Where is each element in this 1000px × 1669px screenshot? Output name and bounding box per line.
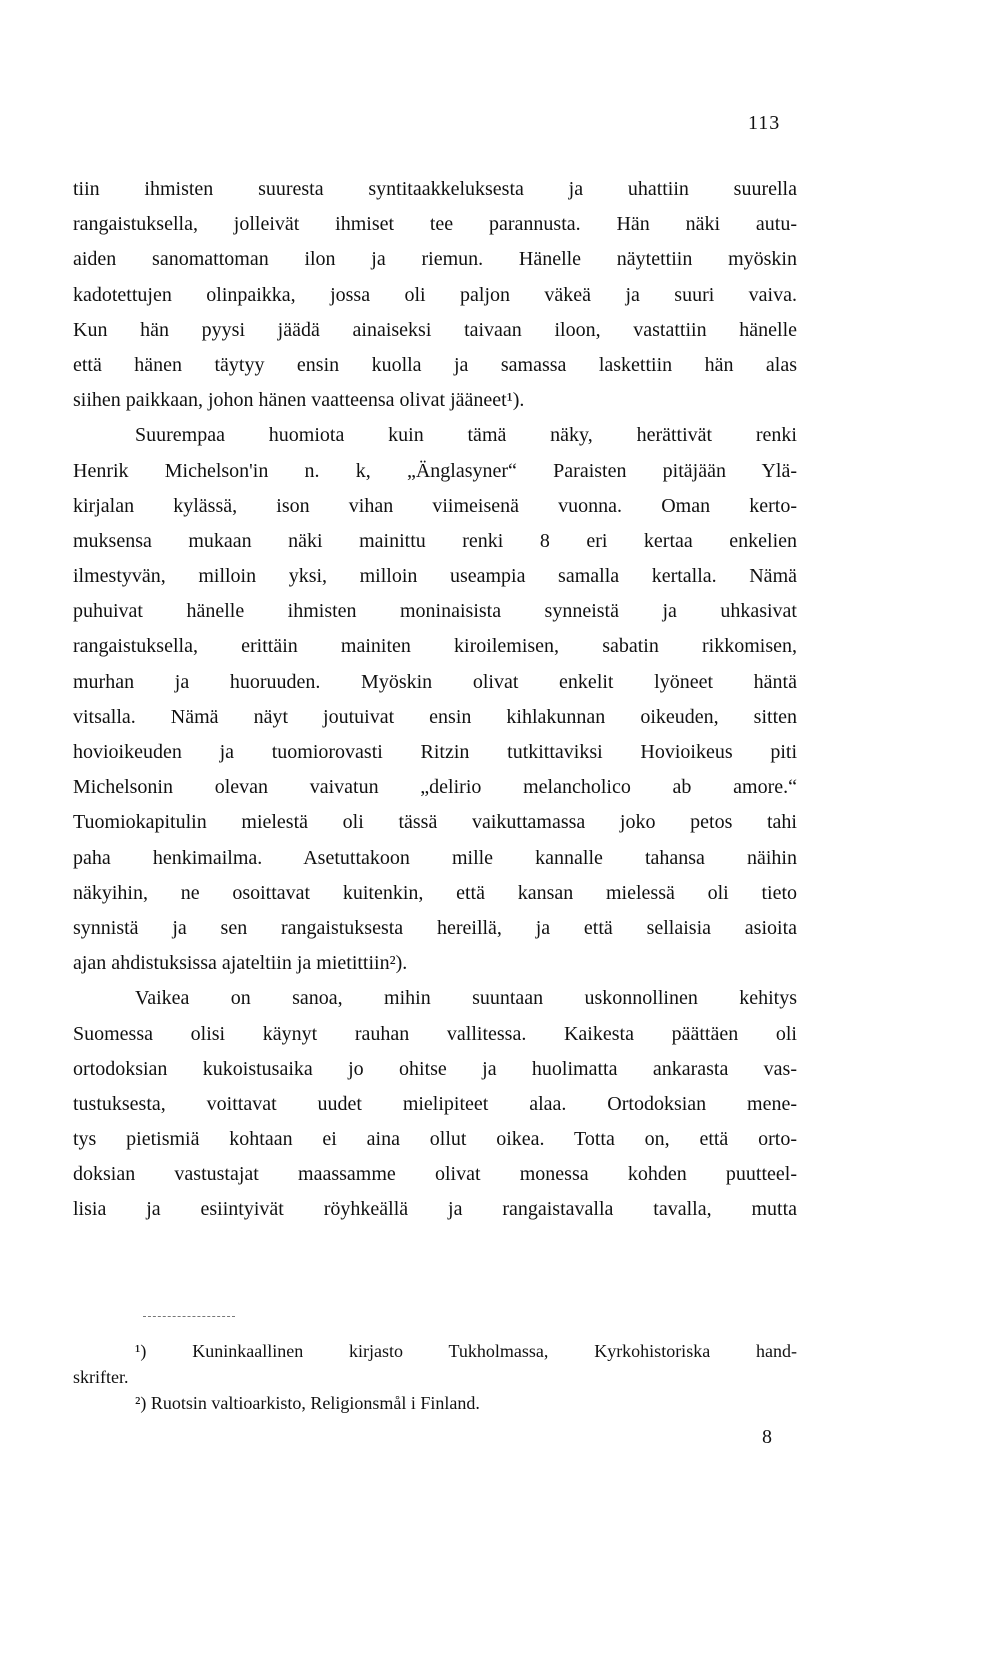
footnote-line: ¹) Kuninkaallinen kirjasto Tukholmassa, Kyrkohistoriska hand- <box>135 1341 797 1361</box>
text-line: aiden sanomattoman ilon ja riemun. Hänelle näytettiin myöskin <box>73 248 797 271</box>
text-line: että hänen täytyy ensin kuolla ja samassa laskettiin hän alas <box>73 353 797 376</box>
text-line: doksian vastustajat maassamme olivat monessa kohden puutteel- <box>73 1163 797 1186</box>
text-line: muksensa mukaan näki mainittu renki 8 eri kertaa enkelien <box>73 529 797 552</box>
text-line: kadotettujen olinpaikka, jossa oli paljon väkeä ja suuri vaiva. <box>73 283 797 306</box>
text-line: Suurempaa huomiota kuin tämä näky, herättivät renki <box>135 424 797 447</box>
footnotes <box>73 1338 797 1416</box>
text-line: synnistä ja sen rangaistuksesta hereillä, ja että sellaisia asioita <box>73 916 797 939</box>
text-line: tustuksesta, voittavat uudet mielipiteet alaa. Ortodoksian mene- <box>73 1092 797 1115</box>
text-line: puhuivat hänelle ihmisten moninaisista synneistä ja uhkasivat <box>73 600 797 623</box>
text-line: ilmestyvän, milloin yksi, milloin useampia samalla kertalla. Nämä <box>73 565 797 588</box>
text-line: näkyihin, ne osoittavat kuitenkin, että kansan mielessä oli tieto <box>73 881 797 904</box>
text-line: hovioikeuden ja tuomiorovasti Ritzin tutkittaviksi Hovioikeus piti <box>73 741 797 763</box>
text-line: murhan ja huoruuden. Myöskin olivat enkelit lyöneet häntä <box>73 670 797 693</box>
text-line: rangaistuksella, erittäin mainiten kiroilemisen, sabatin rikkomisen, <box>73 635 797 658</box>
footnote-divider <box>143 1316 235 1317</box>
text-line: Kun hän pyysi jäädä ainaiseksi taivaan iloon, vastattiin hänelle <box>73 318 797 341</box>
text-line: kirjalan kylässä, ison vihan viimeisenä vuonna. Oman kerto- <box>73 494 797 517</box>
text-line: lisia ja esiintyivät röyhkeällä ja rangaistavalla tavalla, mutta <box>73 1198 797 1221</box>
text-line: Michelsonin olevan vaivatun „delirio melancholico ab amore.“ <box>73 776 797 799</box>
text-line: Vaikea on sanoa, mihin suuntaan uskonnollinen kehitys <box>135 987 797 1010</box>
text-line: vitsalla. Nämä näyt joutuivat ensin kihlakunnan oikeuden, sitten <box>73 705 797 728</box>
text-line: Henrik Michelson'in n. k, „Änglasyner“ Paraisten pitäjään Ylä- <box>73 459 797 482</box>
text-line: tys pietismiä kohtaan ei aina ollut oikea. Totta on, että orto- <box>73 1128 797 1151</box>
body-text <box>73 172 797 1228</box>
footnote-line: ²) Ruotsin valtioarkisto, Religionsmål i Finland. <box>135 1393 480 1413</box>
text-line: paha henkimailma. Asetuttakoon mille kannalle tahansa näihin <box>73 846 797 869</box>
text-line: Suomessa olisi käynyt rauhan vallitessa. Kaikesta päättäen oli <box>73 1022 797 1045</box>
page-number: 113 <box>748 112 781 134</box>
text-line: tiin ihmisten suuresta syntitaakkeluksesta ja uhattiin suurella <box>73 178 797 200</box>
text-line: rangaistuksella, jolleivät ihmiset tee parannusta. Hän näki autu- <box>73 213 797 236</box>
text-line: siihen paikkaan, johon hänen vaatteensa olivat jääneet¹). <box>73 389 525 412</box>
text-line: Tuomiokapitulin mielestä oli tässä vaikuttamassa joko petos tahi <box>73 811 797 834</box>
signature-mark: 8 <box>762 1426 772 1448</box>
text-line: ajan ahdistuksissa ajateltiin ja mietittiin²). <box>73 952 408 975</box>
footnote-line: skrifter. <box>73 1367 129 1387</box>
text-line: ortodoksian kukoistusaika jo ohitse ja huolimatta ankarasta vas- <box>73 1057 797 1080</box>
